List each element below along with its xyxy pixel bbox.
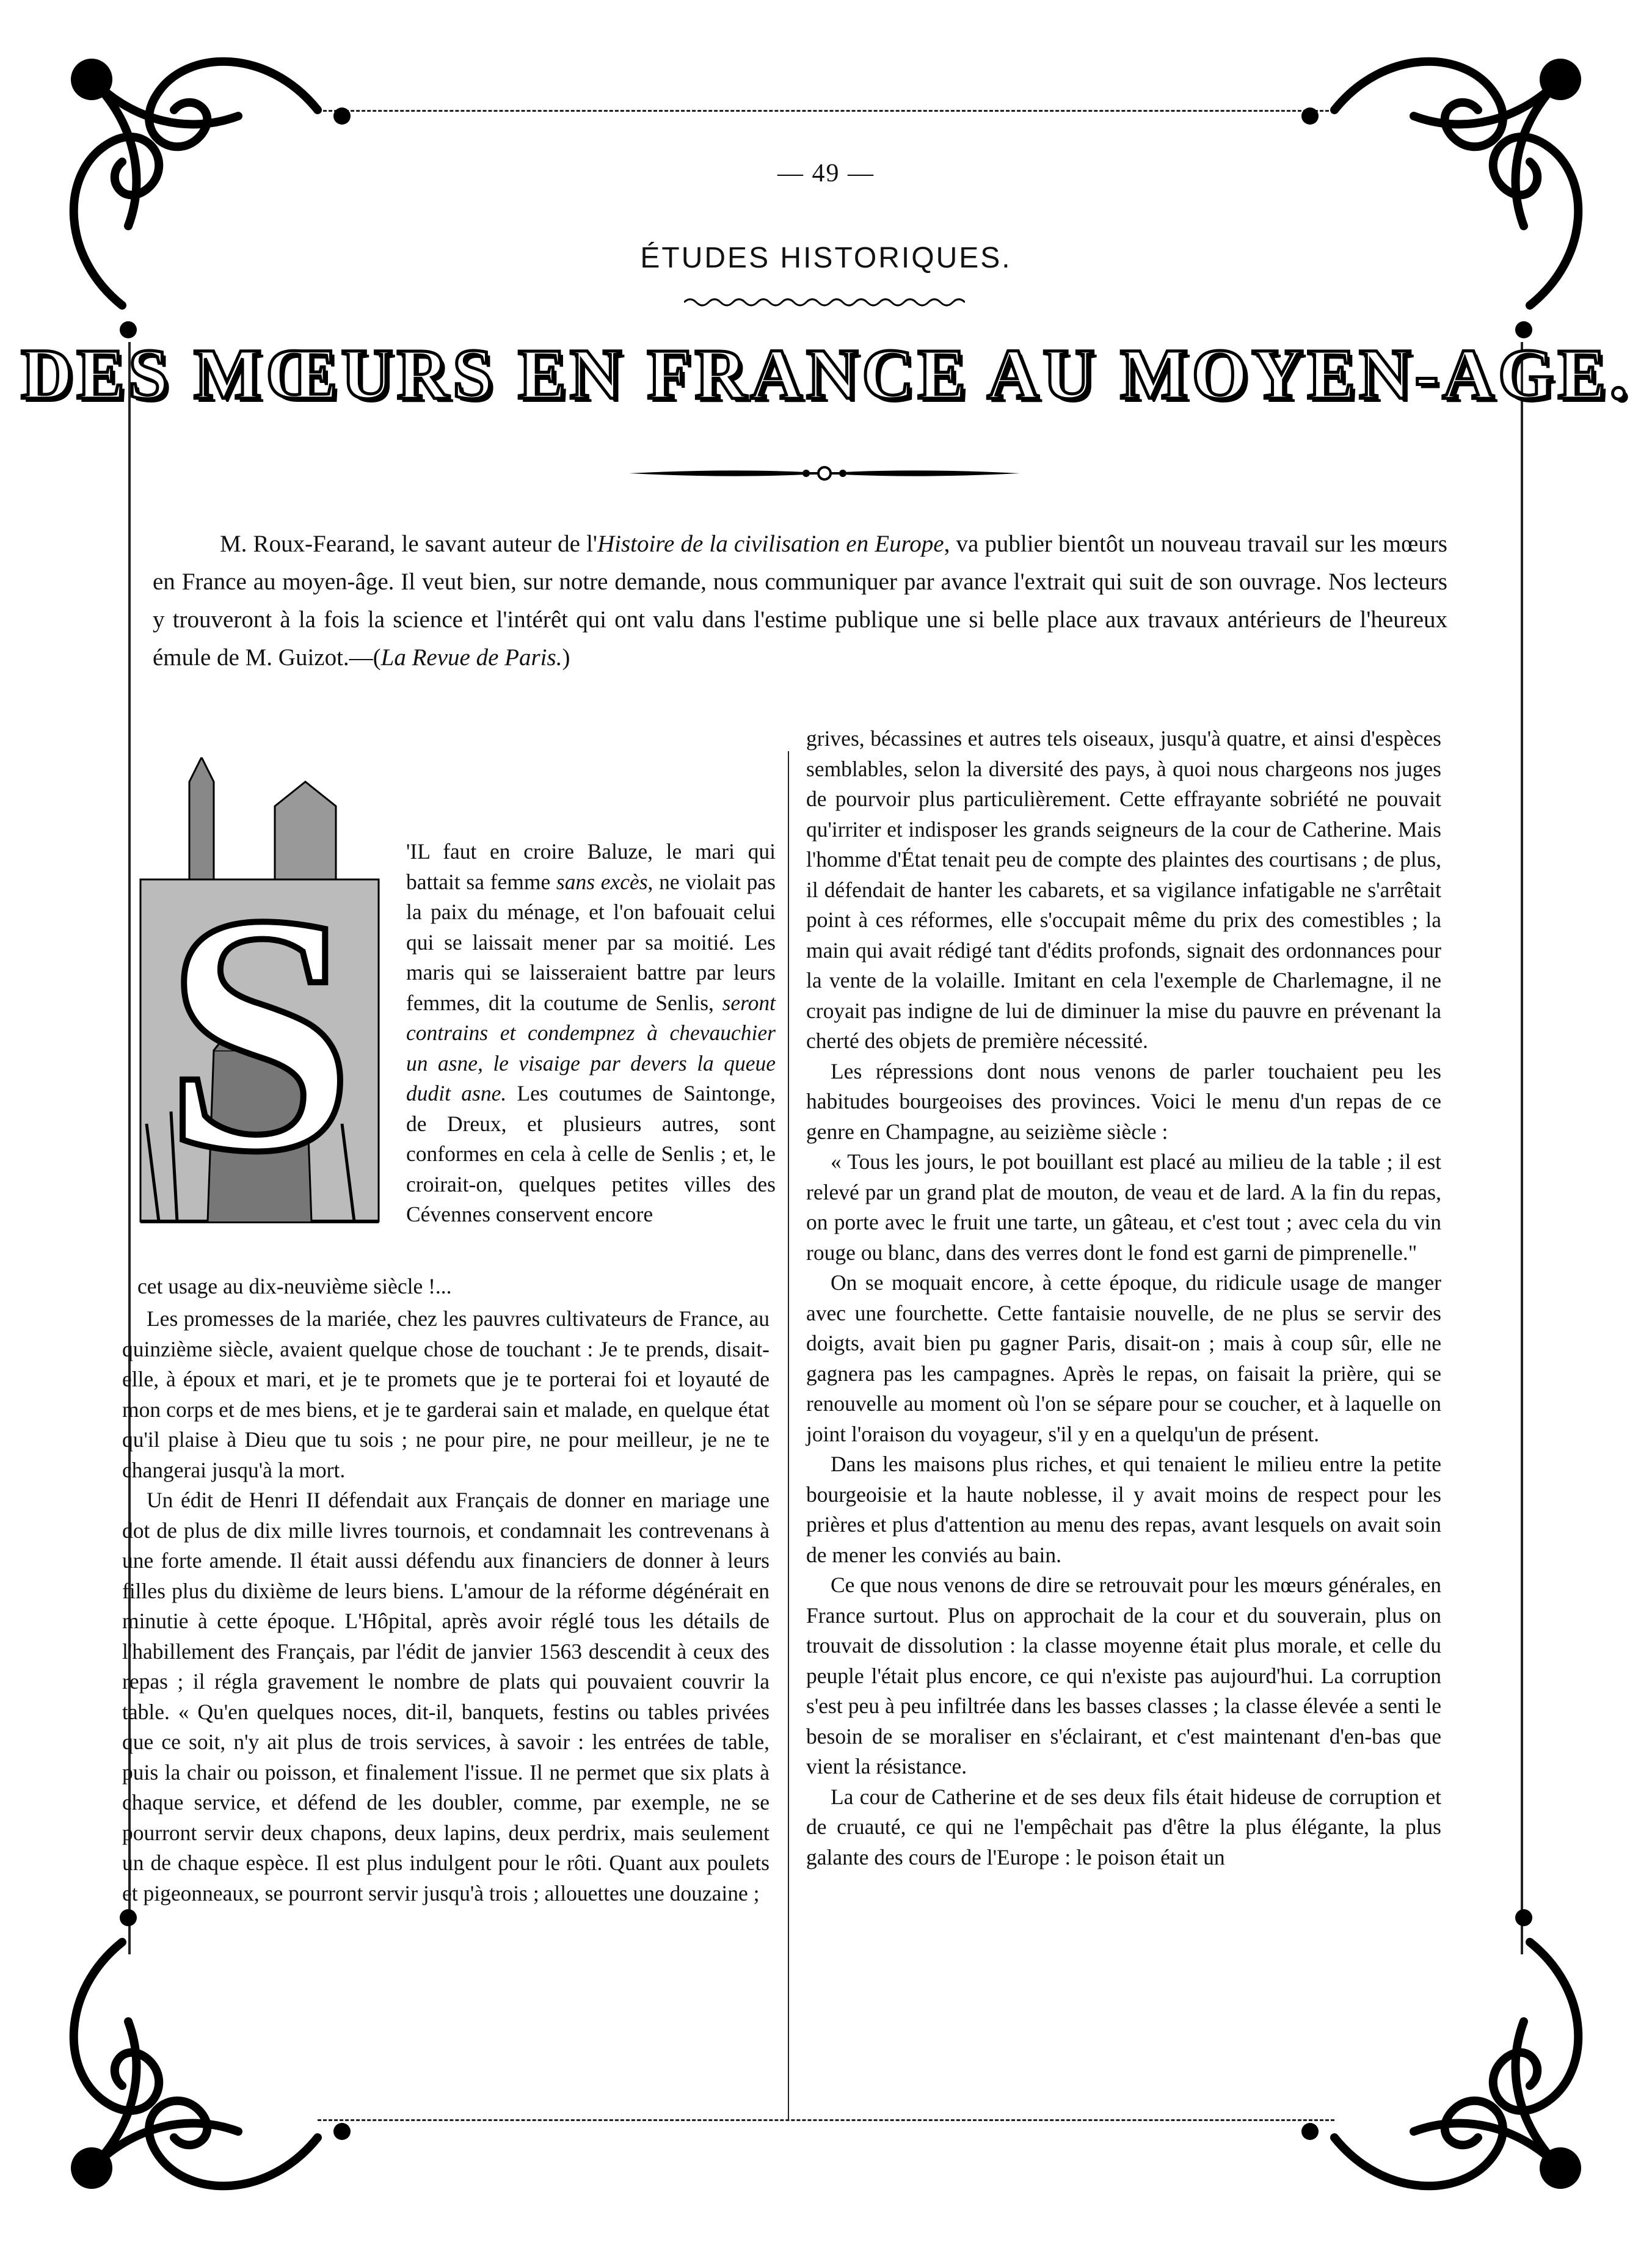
- paragraph: Dans les maisons plus riches, et qui tenaient le milieu entre la petite bourgeoisie et la haute noblesse, il y avait moins de respect pour les prières et plus d'attention au menu des repas, avant lesquels on avait soin de mener les conviés au bain.: [806, 1452, 1441, 1567]
- corner-ornament-bottom-left: [37, 1881, 379, 2223]
- dropcap-paragraph-tail: cet usage au dix-neuvième siècle !...: [137, 1274, 452, 1298]
- frame-bottom-line: [318, 2119, 1334, 2121]
- paragraph: On se moquait encore, à cette époque, du ridicule usage de manger avec une fourchette. Cette fantaisie nouvelle, de ne plus se servir des doigts, avait bien pu gagner Paris, disait-on ; mais à coup sûr, elle ne gagnera pas les campagnes. Après le repas, on faisait la prière, qui se renouvelle au moment où l'on se sépare pour se coucher, et à laquelle on joint l'oraison du voyageur, s'il y en a quelqu'un de présent.: [806, 1270, 1441, 1446]
- paragraph: grives, bécassines et autres tels oiseaux, jusqu'à quatre, et ainsi d'espèces semblables, selon la diversité des pays, à quoi nous chargeons nos juges de pourvoir plus particulièrement. Cette effrayante sobriété ne pouvait qu'irriter et indisposer les grands seigneurs de la cour de Catherine. Mais l'homme d'État tenait peu de compte des plaintes des courtisans ; de plus, il défendait de hanter les cabarets, et sa vigilance infatigable ne s'arrêtait point à ces réformes, elle s'occupait même du prix des comestibles ; la main qui avait rédigé tant d'édits profonds, signait des ordonnances pour la vente de la volaille. Imitant en cela l'exemple de Charlemagne, il ne croyait pas indigne de lui de diminuer la mise du pauvre en prévenant la cherté des objets de première nécessité.: [806, 726, 1441, 1053]
- frame-right-line: [1521, 342, 1523, 1954]
- paragraph: Ce que nous venons de dire se retrouvait pour les mœurs générales, en France surtout. Plus on approchait de la cour et du souverain, plus on trouvait de dissolution : la classe moyenne était plus morale, et celle du peuple l'était plus encore, ce qui n'existe pas aujourd'hui. La corruption s'est peu à peu infiltrée dans les basses classes ; la classe élevée a senti le besoin de se moraliser en s'éclairant, et c'est maintenant d'en-bas que vient la résistance.: [806, 1573, 1441, 1778]
- page-number: — 49 —: [777, 159, 875, 187]
- paragraph: La cour de Catherine et de ses deux fils était hideuse de corruption et de cruauté, ce qui ne l'empêchait pas d'être la plus élégante, la plus galante des cours de l'Europe : le poison était un: [806, 1784, 1441, 1869]
- article-title: DES MŒURS EN FRANCE AU MOYEN-AGE.: [21, 334, 1631, 414]
- svg-text:S: S: [164, 844, 355, 1223]
- corner-ornament-top-left: [37, 24, 379, 366]
- column-divider: [788, 751, 789, 2119]
- wavy-rule: [684, 296, 965, 308]
- frame-top-line: [318, 110, 1334, 112]
- corner-ornament-top-right: [1273, 24, 1615, 366]
- paragraph: Les répressions dont nous venons de parler touchaient peu les habitudes bourgeoises des provinces. Voici le menu d'un repas de ce genre en Champagne, au seizième siècle :: [806, 1058, 1441, 1144]
- corner-ornament-bottom-right: [1273, 1881, 1615, 2223]
- section-heading: ÉTUDES HISTORIQUES.: [640, 242, 1012, 274]
- intro-paragraph: M. Roux-Fearand, le savant auteur de l'Histoire de la civilisation en Europe, va publier bientôt un nouveau travail sur les mœurs en France au moyen-âge. Il veut bien, sur notre demande, nous communiquer par avance l'extrait qui suit de son ouvrage. Nos lecteurs y trouveront à la fois la science et l'intérêt qui ont valu dans l'estime publique une si belle place aux travaux antérieurs de l'heureux émule de M. Guizot.—(La Revue de Paris.): [153, 531, 1447, 671]
- paragraph: Un édit de Henri II défendait aux Français de donner en mariage une dot de plus de dix mille livres tournois, et condamnait les contrevenans à une forte amende. Il était aussi défendu aux financiers de donner à leurs filles plus du dixième de leurs biens. L'amour de la réforme dégénérait en minutie à cette époque. L'Hôpital, après avoir réglé tous les détails de l'habillement des Français, par l'édit de janvier 1563 descendit à ceux des repas ; il régla gravement le nombre de plats qui pouvaient couvrir la table. « Qu'en quelques noces, dit-il, banquets, festins ou tables privées que ce soit, n'y ait plus de trois services, à savoir : les entrées de table, puis la chair ou poisson, et finalement l'issue. Il ne permet que six plats à chaque service, et défend de les doubler, comme, par exemple, ne se pourront servir deux chapons, deux lapins, deux perdrix, mais seulement un de chaque espèce. Il est plus indulgent pour le rôti. Quant aux poulets et pigeonneaux, se pourront servir jusqu'à trois ; allouettes une douzaine ;: [122, 1488, 770, 1905]
- left-column: [122, 1304, 770, 1909]
- paragraph: Les promesses de la mariée, chez les pauvres cultivateurs de France, au quinzième siècle, avaient quelque chose de touchant : Je te prends, disait-elle, à époux et mari, et je te promets que je te porterai foi et loyauté de mon corps et de mes biens, et je te garderai sain et malade, en quelque état qu'il plaise à Dieu que tu sois ; ne pour pire, ne pour meilleur, je ne te changerai jusqu'à la mort.: [122, 1306, 770, 1482]
- dropcap-s-cathedral-illustration: [122, 757, 397, 1246]
- paragraph: « Tous les jours, le pot bouillant est placé au milieu de la table ; il est relevé par un grand plat de mouton, de veau et de lard. A la fin du repas, on porte avec le fruit une tarte, un gâteau, et c'est tout ; avec cela du vin rouge ou blanc, dans des verres dont le fond est garni de pimprenelle.": [806, 1149, 1441, 1265]
- right-column: [806, 724, 1441, 1873]
- ornamental-rule: [629, 461, 1020, 486]
- dropcap-paragraph: 'IL faut en croire Baluze, le mari qui battait sa femme sans excès, ne violait pas la paix du ménage, et l'on bafouait celui qui se laissait mener par sa moitié. Les maris qui se laisseraient battre par leurs femmes, dit la coutume de Senlis, seront contrains et condempnez à chevauchier un asne, le visaige par devers la queue dudit asne. Les coutumes de Saintonge, de Dreux, et plusieurs autres, sont conformes en cela à celle de Senlis ; et, le croirait-on, quelques petites villes des Cévennes conservent encore: [406, 839, 776, 1226]
